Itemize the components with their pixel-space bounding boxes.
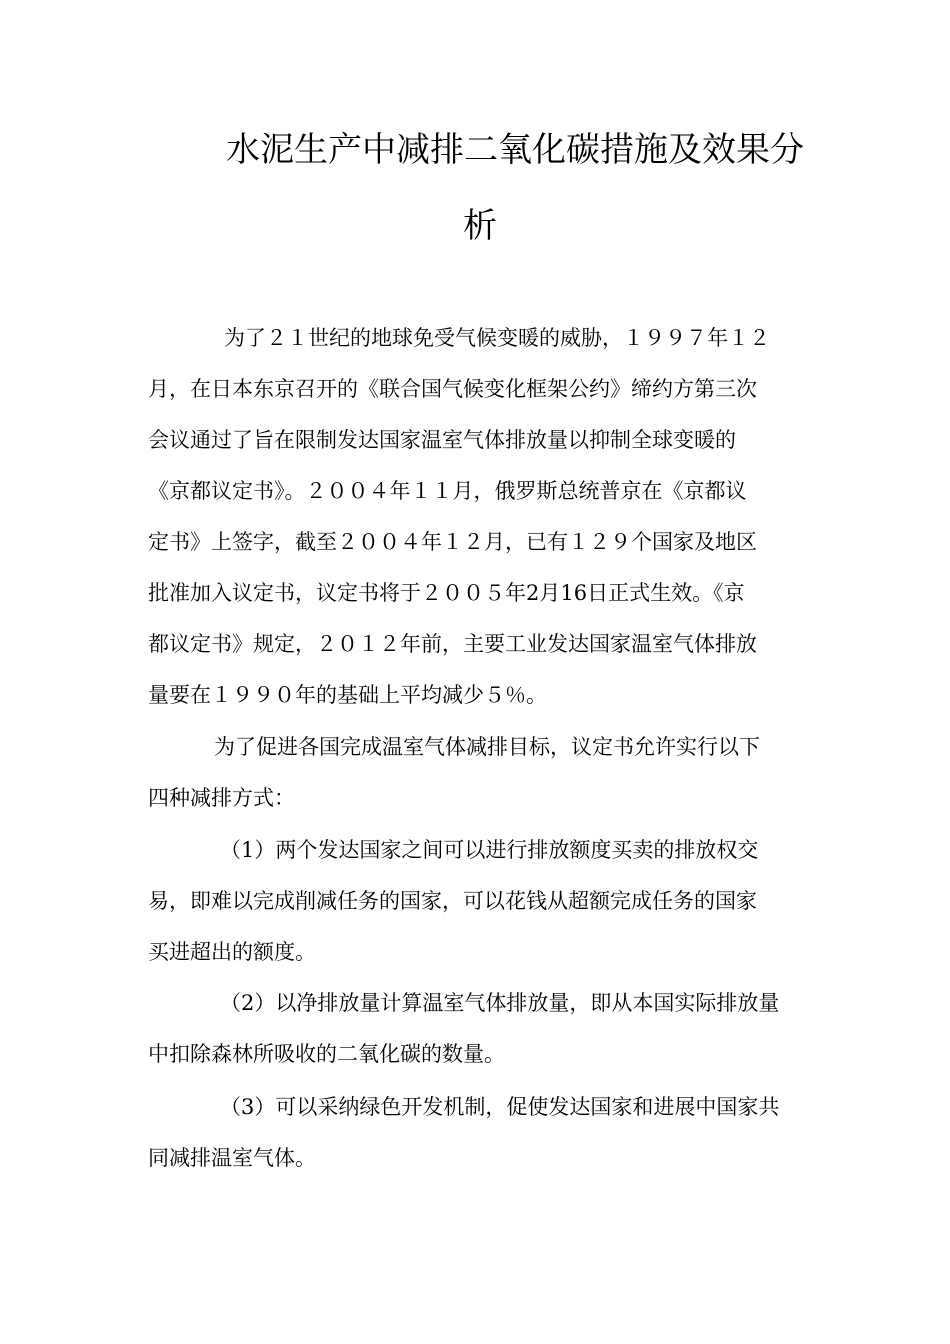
paragraph-line: （2）以净排放量计算温室气体排放量，即从本国实际排放量 [220, 991, 780, 1015]
paragraph-4 [148, 978, 808, 1080]
paragraph-3 [148, 825, 808, 978]
paragraph-line: 定书》上签字，截至２００４年１２月，已有１２９个国家及地区 [148, 530, 757, 554]
title-line-1: 水泥生产中减排二氧化碳措施及效果分 [226, 130, 804, 170]
paragraph-line: 中扣除森林所吸收的二氧化碳的数量。 [148, 1042, 505, 1066]
paragraph-line: 批准加入议定书，议定书将于２００５年2月16日正式生效。《京 [148, 581, 745, 605]
paragraph-line: 会议通过了旨在限制发达国家温室气体排放量以抑制全球变暖的 [148, 428, 736, 452]
paragraph-line: 量要在１９９０年的基础上平均减少５％。 [148, 683, 547, 707]
paragraph-line: 《京都议定书》。２００４年１１月，俄罗斯总统普京在《京都议 [148, 479, 747, 503]
paragraph-2 [148, 722, 808, 824]
paragraph-line: （1）两个发达国家之间可以进行排放额度买卖的排放权交 [220, 838, 759, 862]
paragraph-line: 买进超出的额度。 [148, 940, 316, 964]
paragraph-line: 易，即难以完成削减任务的国家，可以花钱从超额完成任务的国家 [148, 889, 757, 913]
paragraph-5 [148, 1082, 808, 1184]
paragraph-line: 为了促进各国完成温室气体减排目标，议定书允许实行以下 [214, 735, 760, 759]
paragraph-line: 为了２１世纪的地球免受气候变暖的威胁，１９９７年１２ [224, 326, 770, 350]
paragraph-line: 四种减排方式： [148, 786, 295, 810]
paragraph-line: 都议定书》规定，２０１２年前，主要工业发达国家温室气体排放 [148, 632, 757, 656]
document-title [150, 112, 810, 264]
paragraph-line: 同减排温室气体。 [148, 1146, 316, 1170]
title-line-2: 析 [463, 206, 497, 246]
paragraph-line: 月，在日本东京召开的《联合国气候变化框架公约》缔约方第三次 [148, 377, 757, 401]
paragraph-1 [148, 313, 808, 721]
paragraph-line: （3）可以采纳绿色开发机制，促使发达国家和进展中国家共 [220, 1095, 780, 1119]
